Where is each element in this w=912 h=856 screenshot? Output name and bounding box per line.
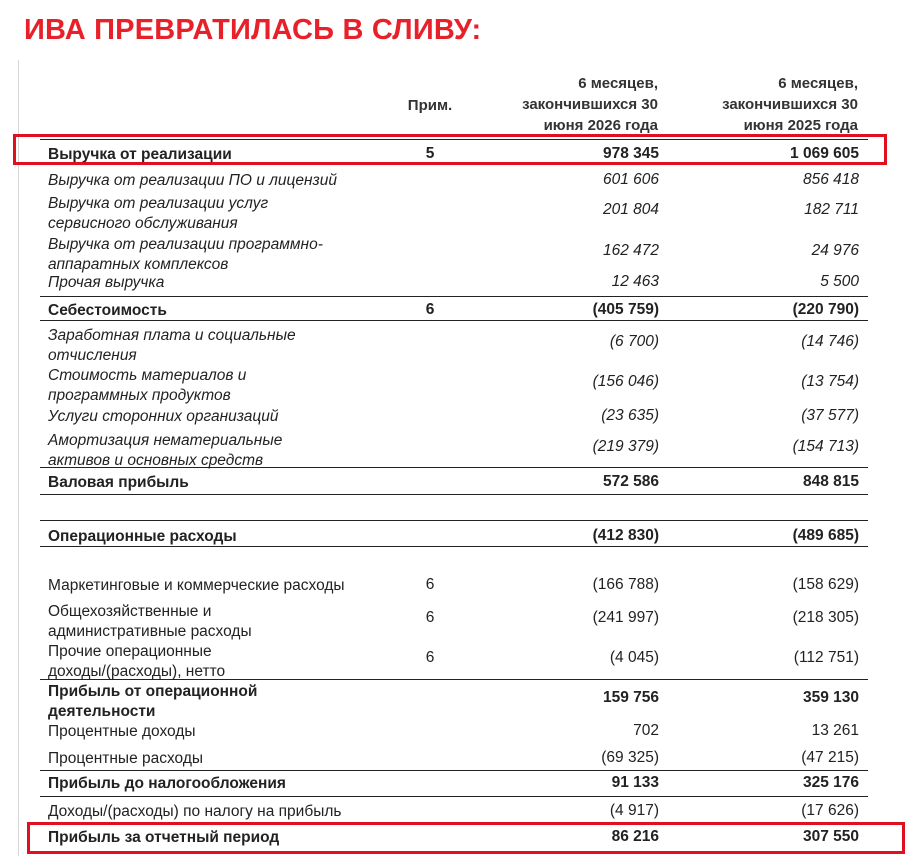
- rule: [40, 320, 868, 321]
- note-column-header: Прим.: [407, 97, 453, 114]
- rule: [40, 796, 868, 797]
- row-label-line: Прибыль за отчетный период: [48, 829, 280, 846]
- row-label-interest-expense: [48, 749, 203, 769]
- row-label-revenue-other: [48, 273, 164, 293]
- row-label-gross-profit: [48, 473, 189, 493]
- value-2025-cost-amortization: (154 713): [792, 438, 859, 455]
- value-2026-cost-of-sales: (405 759): [592, 301, 659, 318]
- row-label-profit-before-tax: [48, 774, 286, 794]
- value-2025-cost-of-sales: (220 790): [792, 301, 859, 318]
- value-2026-operating-expenses: (412 830): [592, 527, 659, 544]
- row-label-line: Заработная плата и социальные: [48, 327, 296, 344]
- headline: ИВА ПРЕВРАТИЛАСЬ В СЛИВУ:: [24, 14, 482, 46]
- row-label-line: Маркетинговые и коммерческие расходы: [48, 577, 345, 594]
- value-2026-admin-expenses: (241 997): [592, 609, 659, 626]
- period-2025-header-line: закончившихся 30: [722, 96, 858, 113]
- value-2026-cost-contractors: (23 635): [601, 407, 659, 424]
- value-2025-revenue: 1 069 605: [790, 145, 859, 162]
- rule: [40, 546, 868, 547]
- row-label-line: административные расходы: [48, 623, 252, 640]
- value-2025-income-tax: (17 626): [801, 802, 859, 819]
- value-2025-revenue-software: 856 418: [802, 171, 859, 188]
- period-2026-header: [470, 73, 658, 136]
- rule: [40, 679, 868, 680]
- row-label-line: Прочие операционные: [48, 643, 212, 660]
- rule: [40, 467, 868, 468]
- value-2025-admin-expenses: (218 305): [792, 609, 859, 626]
- value-2026-cost-amortization: (219 379): [592, 438, 659, 455]
- note-ref-admin-expenses: 6: [425, 609, 435, 626]
- value-2026-interest-expense: (69 325): [601, 749, 659, 766]
- row-label-marketing-expenses: [48, 576, 345, 596]
- value-2025-interest-expense: (47 215): [801, 749, 859, 766]
- row-label-cost-of-sales: [48, 301, 167, 321]
- row-label-revenue-hardware: [48, 235, 323, 275]
- period-2026-header-line: 6 месяцев,: [578, 75, 658, 92]
- period-2025-header-line: июня 2025 года: [743, 117, 858, 134]
- row-label-line: Себестоимость: [48, 302, 167, 319]
- row-label-line: Выручка от реализации услуг: [48, 195, 269, 212]
- row-label-line: Общехозяйственные и: [48, 603, 212, 620]
- value-2025-operating-expenses: (489 685): [792, 527, 859, 544]
- value-2026-cost-materials: (156 046): [592, 373, 659, 390]
- row-label-line: Процентные расходы: [48, 750, 204, 767]
- row-label-line: Процентные доходы: [48, 723, 196, 740]
- row-label-line: Доходы/(расходы) по налогу на прибыль: [48, 803, 342, 820]
- period-2026-header-line: июня 2026 года: [543, 117, 658, 134]
- row-label-cost-materials: [48, 366, 246, 406]
- row-label-line: Прибыль до налогообложения: [48, 775, 286, 792]
- row-label-cost-amortization: [48, 431, 282, 471]
- row-label-line: Валовая прибыль: [48, 474, 189, 491]
- value-2025-marketing-expenses: (158 629): [792, 576, 859, 593]
- row-label-line: активов и основных средств: [48, 452, 264, 469]
- row-label-line: отчисления: [48, 347, 137, 364]
- value-2025-cost-payroll: (14 746): [801, 333, 859, 350]
- note-ref-cost-of-sales: 6: [425, 301, 435, 318]
- period-2025-header-line: 6 месяцев,: [778, 75, 858, 92]
- value-2025-other-operating: (112 751): [793, 649, 859, 666]
- row-label-income-tax: [48, 802, 341, 822]
- row-label-operating-expenses: [48, 527, 237, 547]
- rule: [40, 520, 868, 521]
- rule: [40, 770, 868, 771]
- value-2025-net-profit: 307 550: [802, 828, 859, 845]
- row-label-line: Выручка от реализации ПО и лицензий: [48, 172, 337, 189]
- row-label-line: Амортизация нематериальные: [48, 432, 283, 449]
- value-2025-gross-profit: 848 815: [802, 473, 859, 490]
- value-2026-revenue-services: 201 804: [602, 201, 659, 218]
- value-2026-other-operating: (4 045): [609, 649, 659, 666]
- row-label-revenue-software: [48, 171, 337, 191]
- period-2026-header-line: закончившихся 30: [522, 96, 658, 113]
- row-label-admin-expenses: [48, 602, 252, 642]
- value-2026-profit-before-tax: 91 133: [611, 774, 659, 791]
- value-2026-revenue: 978 345: [602, 145, 659, 162]
- value-2025-revenue-hardware: 24 976: [811, 242, 859, 259]
- row-label-cost-payroll: [48, 326, 296, 366]
- row-label-line: аппаратных комплексов: [48, 256, 229, 273]
- value-2026-operating-profit: 159 756: [602, 689, 659, 706]
- row-label-line: Прибыль от операционной: [48, 683, 258, 700]
- row-label-line: Операционные расходы: [48, 528, 237, 545]
- value-2026-net-profit: 86 216: [611, 828, 659, 845]
- period-2025-header: [670, 73, 858, 136]
- note-ref-marketing-expenses: 6: [425, 576, 435, 593]
- rule: [40, 494, 868, 495]
- value-2025-revenue-other: 5 500: [820, 273, 859, 290]
- highlight-box-revenue: [13, 134, 887, 165]
- value-2025-cost-materials: (13 754): [801, 373, 859, 390]
- value-2026-revenue-software: 601 606: [602, 171, 659, 188]
- row-label-line: сервисного обслуживания: [48, 215, 238, 232]
- note-ref-revenue: 5: [425, 145, 435, 162]
- value-2026-marketing-expenses: (166 788): [592, 576, 659, 593]
- value-2025-revenue-services: 182 711: [804, 201, 859, 218]
- note-ref-other-operating: 6: [425, 649, 435, 666]
- row-label-line: Стоимость материалов и: [48, 367, 247, 384]
- value-2026-cost-payroll: (6 700): [609, 333, 659, 350]
- row-label-line: Выручка от реализации программно-: [48, 236, 323, 253]
- row-label-line: программных продуктов: [48, 387, 231, 404]
- value-2026-income-tax: (4 917): [609, 802, 659, 819]
- row-label-other-operating: [48, 642, 225, 682]
- row-label-line: Прочая выручка: [48, 274, 165, 291]
- value-2025-interest-income: 13 261: [811, 722, 859, 739]
- value-2026-interest-income: 702: [633, 722, 659, 739]
- row-label-interest-income: [48, 722, 196, 742]
- row-label-line: деятельности: [48, 703, 156, 720]
- row-label-revenue-services: [48, 194, 268, 234]
- row-label-cost-contractors: [48, 407, 279, 427]
- value-2025-profit-before-tax: 325 176: [802, 774, 859, 791]
- rule: [40, 296, 868, 297]
- value-2026-revenue-hardware: 162 472: [602, 242, 659, 259]
- value-2025-operating-profit: 359 130: [802, 689, 859, 706]
- highlight-box-net-profit: [27, 822, 905, 854]
- value-2026-revenue-other: 12 463: [611, 273, 659, 290]
- row-label-line: доходы/(расходы), нетто: [48, 663, 226, 680]
- row-label-line: Выручка от реализации: [48, 146, 232, 163]
- row-label-line: Услуги сторонних организаций: [48, 408, 279, 425]
- row-label-operating-profit: [48, 682, 257, 722]
- value-2025-cost-contractors: (37 577): [801, 407, 859, 424]
- value-2026-gross-profit: 572 586: [602, 473, 659, 490]
